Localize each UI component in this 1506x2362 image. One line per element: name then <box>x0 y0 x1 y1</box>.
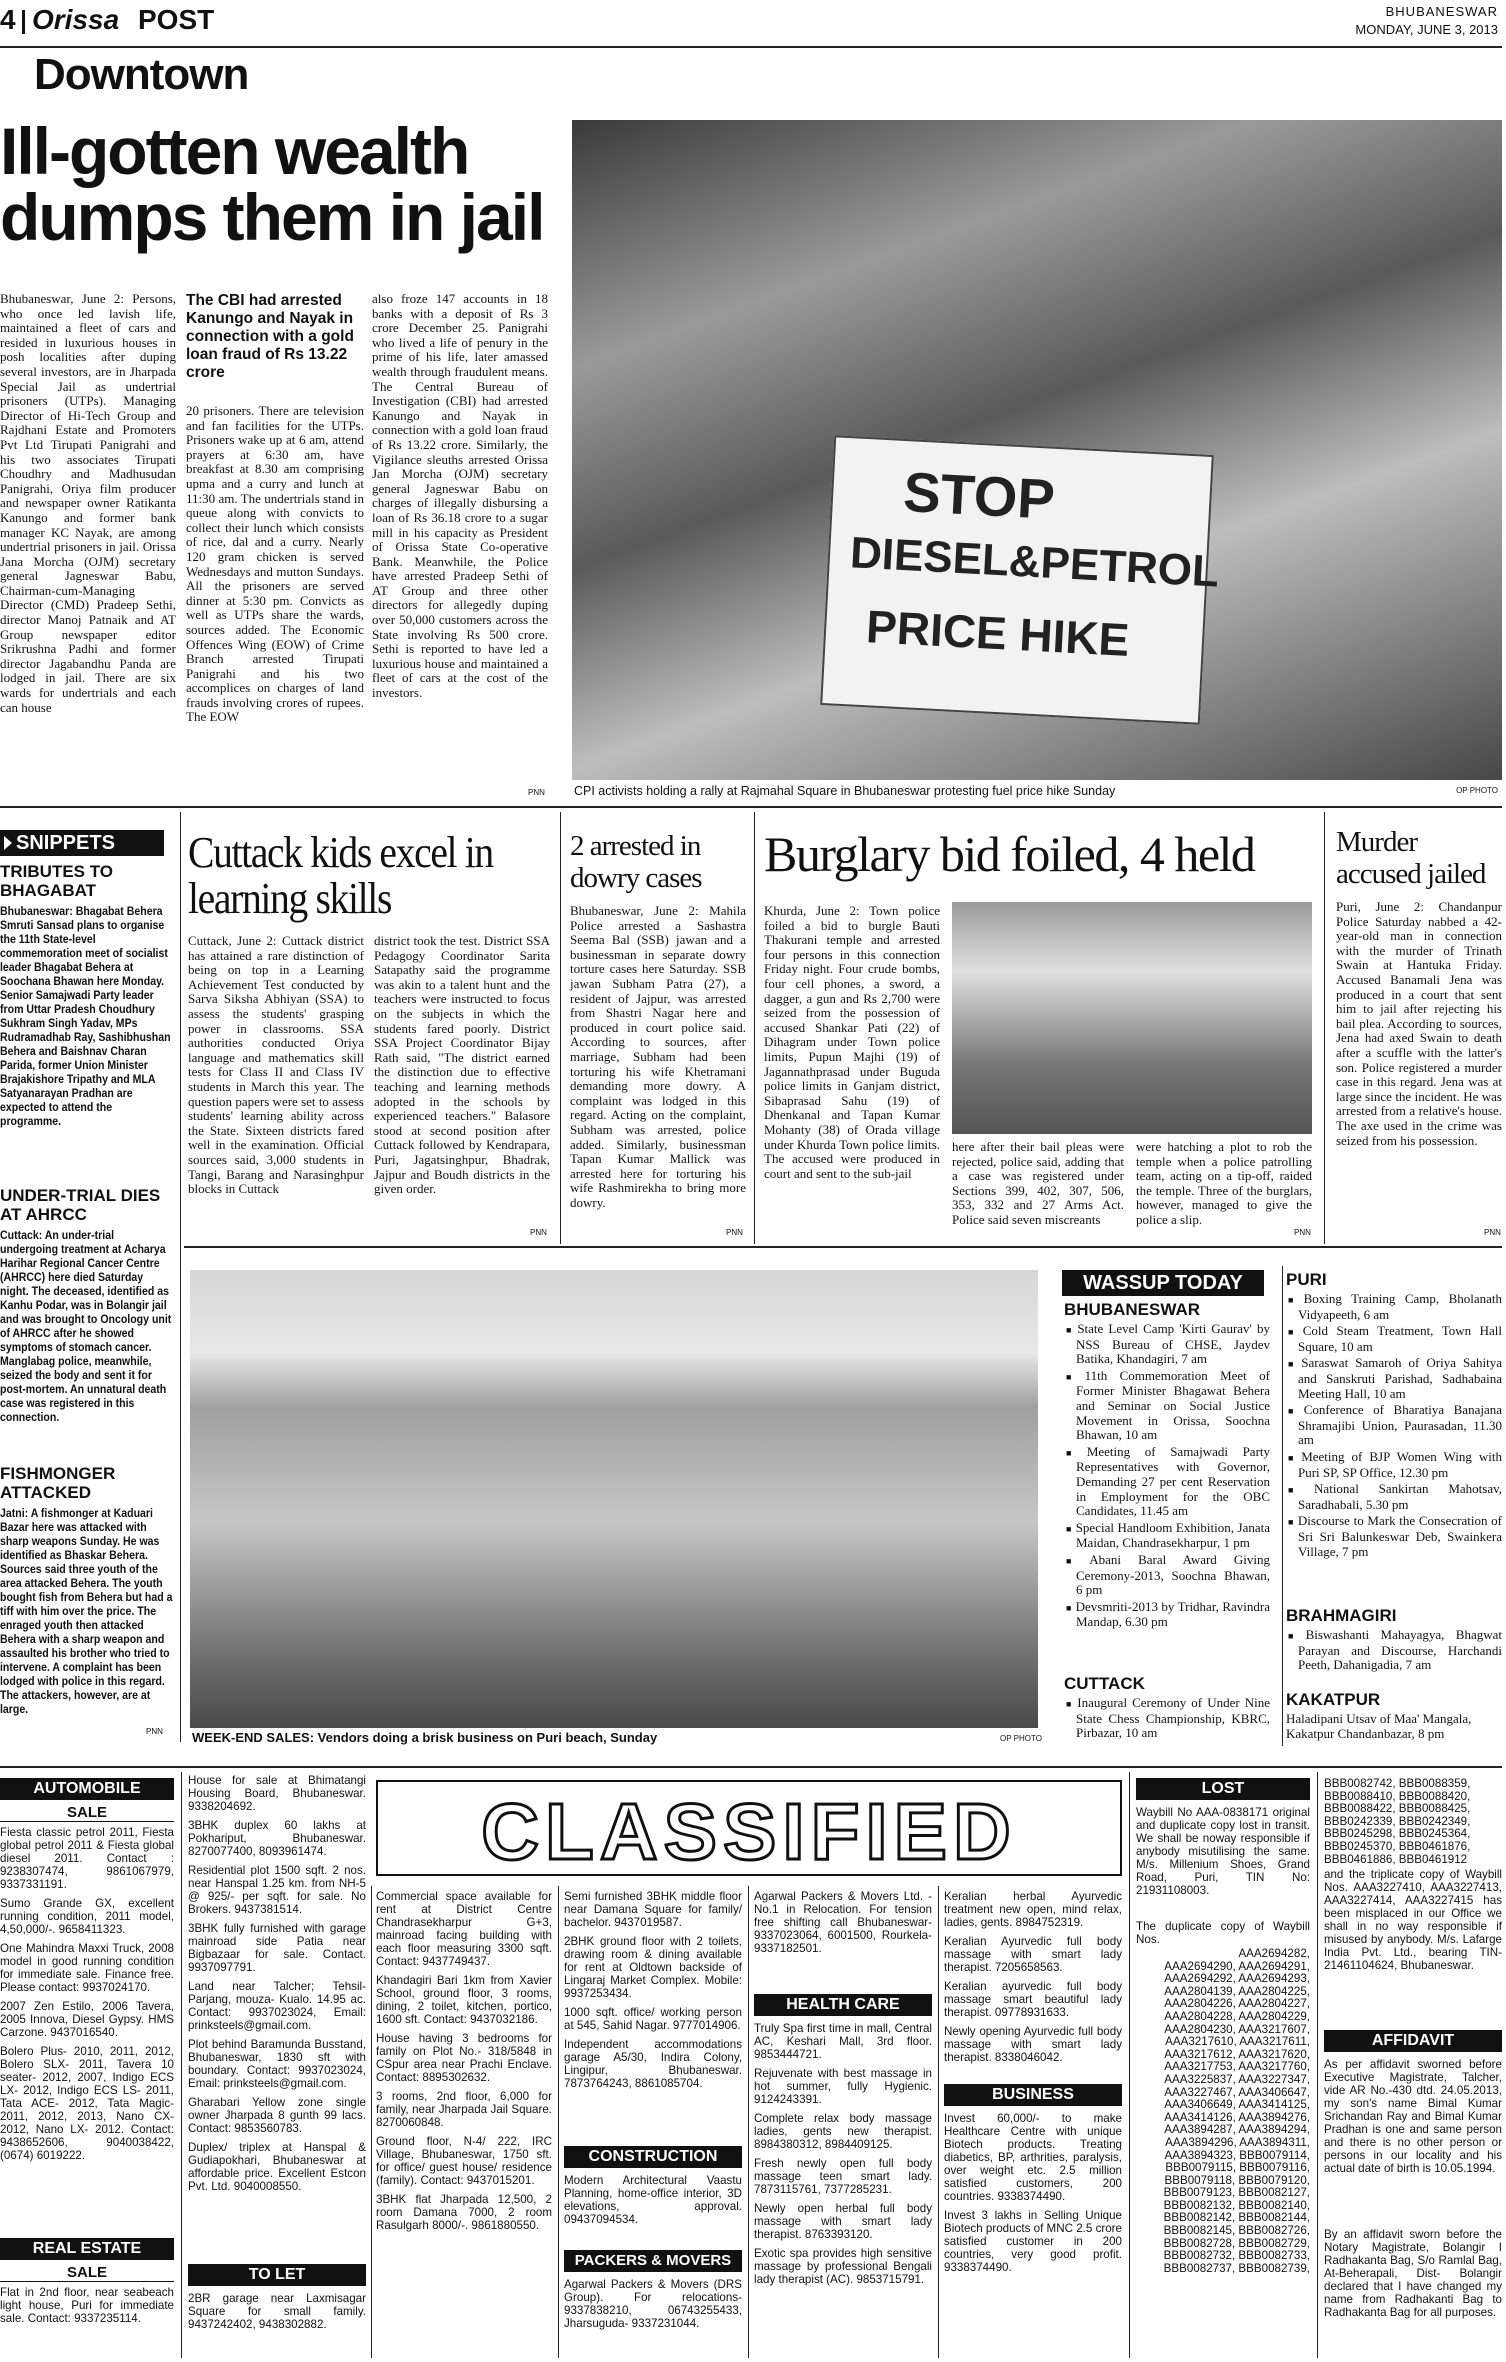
classified-ad: Semi furnished 3BHK middle floor near Damana Square for family/ bachelor. 9437019587. <box>564 1890 742 1929</box>
lost-code: BBB0245298, BBB0245364, <box>1324 1827 1471 1841</box>
burglary-col1: Khurda, June 2: Town police foiled a bid to burgle Bauti Thakurani temple and arrested four persons in this connection Friday night. Four crude bombs, four cell phones, a sword, a dagger, a gun and Rs 2,700 were seized from the possession of accused Shankar Pati (22) of Dihagram under Town police limits, Pupun Majhi (19) of Jagannathprasad under Buguda police limits in Ganjam district, Sibaprasad Sahu (19) of Dhenkanal and Tapan Kumar Mohanty (38) of Orada village under Khurda Town police limits. The accused were produced in court and sent to the sub-jail <box>764 903 940 1181</box>
classified-ad: 2BR garage near Laxmisagar Square for small family. 9437242402, 9438302882. <box>188 2292 366 2331</box>
lost-code: BBB0088410, BBB0088420, <box>1324 1789 1471 1803</box>
rule-cls-7 <box>1317 1772 1318 2358</box>
lost-code: BBB0082142, BBB0082144, <box>1163 2211 1310 2225</box>
wassup-kakatpur-head: KAKATPUR <box>1286 1690 1381 1709</box>
dowry-body: Bhubaneswar, June 2: Mahila Police arrested a Sashastra Seema Bal (SSB) jawan and a businessman in separate dowry torture cases here Saturday. SSB jawan Subham Patra (27), a resident of Jajpur, was arrested from Shastri Nagar here and produced in court police said. According to sources, after marriage, Subham had been torturing his wife Khetramani demanding more dowry. A complaint was lodged in this regard. Acting on the complaint, Subham was arrested, police added. Similarly, businessman Tapan Kumar Mallick was arrested here for torturing his wife Rashmirekha to bring more dowry. <box>570 903 746 1210</box>
cuttack-kids-col2: district took the test. District SSA Pedagogy Coordinator Sarita Satapathy said the programme was akin to a talent hunt and the teachers were instructed to focus on the subjects in which the students fared poorly. District SSA Project Coordinator Bijay Rath said, "The district earned the distinction due to effective teaching and learning methods adopted in the schools by experienced teachers." Balasore stood at second position after Cuttack followed by Kendrapara, Puri, Jagatsinghpur, Bhadrak, Jajpur and Boudh districts in the given order. <box>374 933 550 1197</box>
cuttack-kids-byline: PNN <box>530 1228 547 1237</box>
classified-ad: House having 3 bedrooms for family on Plot No.- 318/5848 in CSpur area near Prachi Enclave. Contact: 8895302632. <box>376 2032 552 2084</box>
packers-list <box>564 2278 742 2358</box>
snippets-title: SNIPPETS <box>16 832 115 854</box>
lost-tail: and the triplicate copy of Waybill Nos. AAA3227410, AAA3227413, AAA3227414, AAA3227415 has been misplaced in our Office we shall in no way responsible if misused by anybody. M/s. Lafarge India Pvt. Ltd., bearing TIN- 21461104624, Bhubaneswar. <box>1324 1868 1502 1972</box>
lost-code: AAA3414126, AAA3894276, <box>1164 2110 1310 2124</box>
classified-ad: Sumo Grande GX, excellent running condition, 2011 model, 4,50,000/-. 9658411323. <box>0 1897 174 1936</box>
classified-ad: Keralian Ayurvedic full body massage with smart lady therapist. 7205658563. <box>944 1935 1122 1974</box>
wassup-kakatpur-text: Haladipani Utsav of Maa' Mangala, Kakatpur Chandanbazar, 8 pm <box>1286 1711 1472 1741</box>
lost-code: BBB0082742, BBB0088359, <box>1324 1777 1471 1790</box>
lead-col1: Bhubaneswar, June 2: Persons, who once led lavish life, maintained a fleet of cars and resided in luxurious houses in posh localities after duping several investors, are in Jharpada Special Jail as undertrial prisoners (UTPs). Managing Director of Hi-Tech Group and Rajdhani Estate and Promoters Pvt Ltd Tirupati Panigrahi and his two associates Tirupati Choudhry and Madhusudan Panigrahi, Oriya film producer and newspaper owner Ratikanta Kanungo and former bank manager KC Nayak, are among undertrial prisoners in jail. Orissa Jana Morcha (OJM) secretary general Jagneswar Babu, Chairman-cum-Managing Director (CMD) Pradeep Sethi, director Manoj Patnaik and AT Group newspaper editor Srikrushna Padhi and former director Jagabandhu Panda are lodged in jail. There are six wards for undertrials and each can house <box>0 291 176 715</box>
wassup-item: ■ Abani Baral Award Giving Ceremony-2013, Soochna Bhawan, 6 pm <box>1062 1553 1270 1598</box>
lost-code: AAA3894296, AAA3894311, <box>1165 2135 1310 2149</box>
lead-byline: PNN <box>528 788 545 797</box>
lost-code: AAA3894323, BBB0079114, <box>1164 2148 1310 2162</box>
wassup-item: ■ State Level Camp 'Kirti Gaurav' by NSS Bureau of CHSE, Jaydev Batika, Khandagiri, 7 am <box>1062 1322 1270 1367</box>
rule-cuttack <box>560 812 561 1244</box>
wassup-item: ■ Saraswat Samaroh of Oriya Sahitya and Sanskruti Parishad, Sadhabaina Meeting Hall, 10 am <box>1284 1356 1502 1401</box>
wassup-item: ■ Inaugural Ceremony of Under Nine State Chess Championship, KBRC, Pirbazar, 10 am <box>1062 1696 1270 1741</box>
photo-main-caption: CPI activists holding a rally at Rajmahal Square in Bhubaneswar protesting fuel price hike Sunday <box>574 784 1116 798</box>
affidavit-header: AFFIDAVIT <box>1324 2030 1502 2052</box>
wassup-item: ■ Meeting of BJP Women Wing with Puri SP, SP Office, 12.30 pm <box>1284 1450 1502 1480</box>
lost-dup-label: The duplicate copy of Waybill Nos. <box>1136 1920 1310 1946</box>
packers-header: PACKERS & MOVERS <box>564 2250 742 2272</box>
classified-ad: Keralian ayurvedic full body massage smart beautiful lady therapist. 09778931633. <box>944 1980 1122 2019</box>
construction-header: CONSTRUCTION <box>564 2146 742 2168</box>
affidavit-2: By an affidavit sworn before the Notary Magistrate, Bolangir I Radhakanta Bag, S/o Ramlal Bag, At-Beherapali, Dist- Bolangir declared that I have changed my name from Radhakanti Bag to Radhakanta Bag for all purposes. <box>1324 2228 1502 2319</box>
classified-ad: Invest 3 lakhs in Selling Unique Biotech products of MNC 2.5 crore satisfied customer in 200 countries, very good profit. 9338374490. <box>944 2209 1122 2274</box>
lost-code: BBB0242339, BBB0242349, <box>1324 1814 1471 1828</box>
paper-name: Orissa <box>32 4 120 35</box>
lost-code: AAA2694290, AAA2694291, <box>1164 1959 1310 1973</box>
wassup-cuttack-list <box>1062 1696 1270 1743</box>
rule-cls-3 <box>558 1886 559 2358</box>
classified-ad: Residential plot 1500 sqft. 2 nos. near Hanspal 1.25 km. from NH-5 @ 925/- per sqft. for sale. No Brokers. 9437381514. <box>188 1864 366 1916</box>
classified-col5 <box>754 1890 932 1961</box>
lead-col2: 20 prisoners. There are television and fan facilities for the UTPs. Prisoners wake up at 6 am, attend prayers at 6:30 am, have breakfast at 8.30 am comprising upma and a curry and lunch at 11:30 am. The undertrials stand in queue along with convicts to collect their lunch which consists of rice, dal and a curry. Nearly 120 gram chicken is served Wednesdays and mutton Sundays. All the prisoners are served dinner at 5:30 pm. Convicts as well as UTPs share the wards, sources added. The Economic Offences Wing (EOW) of Crime Branch arrested Tirupati Panigrahi and his two accomplices on charges of land frauds involving crores of rupees. The EOW <box>186 403 364 725</box>
rule-wassup <box>1282 1266 1283 1746</box>
classified-ad: Agarwal Packers & Movers (DRS Group). For relocations- 9337838210, 06743255433, Jharsuguda- 9337231044. <box>564 2278 742 2330</box>
automobile-header: AUTOMOBILE <box>0 1778 174 1800</box>
lost-code: AAA3225837, AAA3227347, <box>1164 2072 1310 2086</box>
wassup-bhubaneswar-head: BHUBANESWAR <box>1064 1300 1200 1319</box>
business-list <box>944 2112 1122 2358</box>
lead-headline: Ill-gotten wealth dumps them in jail <box>0 114 544 254</box>
business-header: BUSINESS <box>944 2084 1122 2106</box>
lead-col3: also froze 147 accounts in 18 banks with a deposit of Rs 3 crore December 25. Panigrahi who lived a life of penury in the prime of his life, later amassed wealth through fraudulent means. The Central Bureau of Investigation (CBI) had arrested Kanungo and Nayak in connection with a gold loan fraud of Rs 13.22 crore. Similarly, the Vigilance sleuths arrested Orissa Jan Morcha (OJM) secretary general Jagneswar Babu on charges of illegally disbursing a loan of Rs 36.18 crore to a sugar mill in his capacity as President of Orissa State Co-operative Bank. Meanwhile, the Police have arrested Pradeep Sethi of AT Group and three other directors for allegedly duping over 50,000 customers across the State involving Rs 500 crore. Sethi is reported to have led a luxurious house and maintained a fleet of cars at the cost of the investors. <box>372 291 548 701</box>
classified-ad: Gharabari Yellow zone single owner Jharpada 8 gunth 99 lacs. Contact: 9853560783. <box>188 2096 366 2135</box>
rule-cls-2 <box>371 1886 372 2358</box>
photo-puri-beach <box>190 1270 1038 1728</box>
photo-cpi-rally <box>572 120 1502 780</box>
rule-snippets <box>180 812 181 1742</box>
classified-ad: Invest 60,000/- to make Healthcare Centre with unique Biotech products. Treating diabetics, BP, arthrities, paralysis, over weight etc. 2.5 million satisfied customers, 200 countries. 9338374490. <box>944 2112 1122 2203</box>
lost-header: LOST <box>1136 1778 1310 1800</box>
page-title: Downtown <box>34 50 249 99</box>
lost-code: AAA3217610, AAA3217611, <box>1165 2035 1310 2049</box>
snippet-3-head: FISHMONGER ATTACKED <box>0 1464 116 1502</box>
classified-ad: House for sale at Bhimatangi Housing Board, Bhubaneswar. 9338204692. <box>188 1774 366 1813</box>
classified-ad: Khandagiri Bari 1km from Xavier School, ground floor, 3 rooms, dining, 2 toilet, kitchen, portico, 1600 sft. Contact: 9437032186. <box>376 1974 552 2026</box>
photo-beach-caption: WEEK-END SALES: Vendors doing a brisk business on Puri beach, Sunday <box>192 1730 658 1745</box>
classified-banner <box>376 1780 1122 1876</box>
lost-code: BBB0079118, BBB0079120, <box>1164 2173 1310 2187</box>
wassup-item: ■ Special Handloom Exhibition, Janata Maidan, Chandrasekharpur, 1 pm <box>1062 1521 1270 1551</box>
wassup-item: ■ Cold Steam Treatment, Town Hall Square, 10 am <box>1284 1324 1502 1354</box>
tolet-list <box>188 2292 366 2358</box>
lost-code: AAA3217612, AAA3217620, <box>1164 2047 1310 2061</box>
classified-col4 <box>564 1890 742 2090</box>
classified-ad: Exotic spa provides high sensitive massage by professional Bengali lady therapist (AC). 9853715791. <box>754 2247 932 2286</box>
lost-code: AAA3894287, AAA3894294, <box>1164 2123 1310 2137</box>
health-list <box>754 2022 932 2358</box>
placard-line-1: STOP <box>901 459 1057 531</box>
classified-ad: Land near Talcher; Tehsil- Parjang, mouza- Kualo. 14.95 ac. Contact: 9937023024, Email: prinksteels@gmail.com. <box>188 1980 366 2032</box>
classified-ad: Complete relax body massage ladies, gents new therapist. 8984380312, 8984409125. <box>754 2112 932 2151</box>
wassup-item: ■ Discourse to Mark the Consecration of Sri Sri Balunkeswar Deb, Swainkera Village, 7 pm <box>1284 1514 1502 1559</box>
rule-cls-4 <box>748 1886 749 2358</box>
classified-ad: Commercial space available for rent at District Centre Chandrasekharpur G+3, mainroad facing building with each floor measuring 3300 sqft. Contact: 9437749437. <box>376 1890 552 1968</box>
photo-main-credit: OP PHOTO <box>1456 786 1498 795</box>
classified-col3 <box>376 1890 552 2358</box>
classified-ad: Ground floor, N-4/ 222, IRC Village, Bhubaneswar, 1750 sft. for office/ guest house/ residence (family). Contact: 9437015201. <box>376 2135 552 2187</box>
classified-ad: Bolero Plus- 2010, 2011, 2012, Bolero SLX- 2011, Tavera 10 seater- 2012, 2007, Indigo ECS LX- 2012, Indigo ECS LS- 2011, Tata ACE- 2012, Tata Magic- 2011, 2012, 2013, Nano CX- 2012, Nano LX- 2012. Contact: 9438652606, 9040038422, (0674) 6019222. <box>0 2045 174 2162</box>
lost-code: BBB0082728, BBB0082729, <box>1163 2236 1310 2250</box>
rule-below-lead <box>0 806 1502 808</box>
dowry-byline: PNN <box>726 1228 743 1237</box>
classified-ad: 3BHK duplex 60 lakhs at Pokhariput, Bhubaneswar. 8270077400, 8093961474. <box>188 1819 366 1858</box>
rule-cls-1 <box>181 1772 182 2358</box>
realestate-list <box>0 2286 174 2358</box>
lost-code: BBB0079123, BBB0082127, <box>1163 2186 1310 2200</box>
lost-code: AAA3406649, AAA3414125, <box>1164 2098 1310 2112</box>
affidavit-1: As per affidavit sworned before Executive Magistrate, Talcher, vide AR No.-430 dtd. 24.05.2013, my son's name Bimal Kumar Srichandan Ray and Bimal Kumar Pradhan is one and same person and there is no other person or persons in our locality and his actual date of birth is 10.05.1994. <box>1324 2058 1502 2175</box>
realestate-header: REAL ESTATE <box>0 2238 174 2260</box>
burglary-col2: here after their bail pleas were rejected, police said, adding that a case was registered under Sections 399, 402, 307, 506, 353, 332 and 27 Arms Act. Police said seven miscreants <box>952 1139 1124 1227</box>
protest-placard <box>820 435 1221 725</box>
cuttack-kids-headline: Cuttack kids excel in learning skills <box>188 828 493 923</box>
classified-col2 <box>188 1774 366 2214</box>
classified-ad: Truly Spa first time in mall, Central AC, Keshari Mall, 3rd floor. 9853444721. <box>754 2022 932 2061</box>
photo-burglary-accused <box>952 902 1312 1134</box>
lost-codes-a <box>1136 1948 1310 2358</box>
lost-code: BBB0079115, BBB0079116, <box>1165 2161 1310 2175</box>
lost-code: BBB0461886, BBB0461912 <box>1324 1852 1468 1866</box>
lost-code: AAA3217753, AAA3217760, <box>1164 2060 1310 2074</box>
wassup-item: ■ National Sankirtan Mahotsav, Saradhabali, 5.30 pm <box>1284 1482 1502 1512</box>
lost-code: BBB0082145, BBB0082726, <box>1163 2224 1310 2238</box>
masthead-divider <box>22 10 25 34</box>
snippet-1-body: Bhubaneswar: Bhagabat Behera Smruti Sansad plans to organise the 11th State-level commemoration meet of socialist leader Bhagabat Behera at Soochana Bhawan here Monday. Senior Samajwadi Party leader from Uttar Pradesh Choudhury Sukhram Singh Yadav, MPs Rudramadhab Ray, Sashibhushan Behera and Baishnav Charan Parida, former Union Minister Brajakishore Tripathy and MLA Satyanarayan Pradhan are expected to attend the programme. <box>0 904 171 1128</box>
classified-ad: One Mahindra Maxxi Truck, 2008 model in good running condition for immediate sale. Finance free. Please contact: 9937024170. <box>0 1942 174 1994</box>
classified-ad: Agarwal Packers & Movers Ltd. - No.1 in Relocation. For tension free shifting call Bhubaneswar- 9337023064, 6001500, Rourkela-9337182501. <box>754 1890 932 1955</box>
lost-codes-b <box>1324 1778 1502 1866</box>
photo-beach-credit: OP PHOTO <box>1000 1734 1042 1743</box>
page-number: 4 <box>0 4 16 35</box>
dowry-headline: 2 arrested in dowry cases <box>570 830 702 894</box>
snippet-2-body: Cuttack: An under-trial undergoing treatment at Acharya Harihar Regional Cancer Centre (AHRCC) here died Saturday night. The deceased, identified as Kanhu Podar, was in Bolangir jail and was brought to Oncology unit of AHRCC after he showed symptoms of stomach cancer. Manglabag police, meanwhile, seized the body and sent it for post-mortem. An unnatural death case was registered in this connection. <box>0 1228 172 1424</box>
masthead-city: BHUBANESWAR <box>1385 4 1498 19</box>
snippet-1-head: TRIBUTES TO BHAGABAT <box>0 862 114 900</box>
wassup-item: ■ Meeting of Samajwadi Party Representatives with Governor, Demanding 27 per cent Reservation in Employment for the OBC Candidates, 11.45 am <box>1062 1445 1270 1519</box>
classified-ad: Plot behind Baramunda Busstand, Bhubaneswar, 1830 sft with boundary. Contact: 9937023024, Email: prinksteels@gmail.com. <box>188 2038 366 2090</box>
murder-headline: Murder accused jailed <box>1336 826 1486 890</box>
masthead <box>0 0 1502 46</box>
wassup-item: ■ Biswashanti Mahayagya, Bhagwat Parayan and Discourse, Harchandi Peeth, Dahanigadia, 7 am <box>1284 1628 1502 1673</box>
lost-code: AAA2804228, AAA2804229, <box>1164 2009 1310 2023</box>
burglary-headline: Burglary bid foiled, 4 held <box>764 826 1255 882</box>
wassup-item: ■ 11th Commemoration Meet of Former Minister Bhagawat Behera and Seminar on Social Justice Movement in Orissa, Soochna Bhawan, 10 am <box>1062 1369 1270 1443</box>
lost-code: AAA3227467, AAA3406647, <box>1164 2085 1310 2099</box>
wassup-brahmagiri-list <box>1284 1628 1502 1675</box>
placard-line-2: DIESEL&PETROL <box>848 528 1221 597</box>
section-label: POST <box>138 4 215 35</box>
lost-intro: Waybill No AAA-0838171 original and duplicate copy lost in transit. We shall be noway responsible if anybody misutilising the same. M/s. Millenium Shoes, Grand Road, Puri, TIN No: 21931108003. <box>1136 1806 1310 1897</box>
classified-ad: Flat in 2nd floor, near seabeach light house, Puri for immediate sale. Contact: 9337235114. <box>0 2286 174 2325</box>
wassup-item: ■ Boxing Training Camp, Bholanath Vidyapeeth, 6 am <box>1284 1292 1502 1322</box>
lost-code: BBB0245370, BBB0461876, <box>1324 1839 1471 1853</box>
classified-ad: 3 rooms, 2nd floor, 6,000 for family, near Jharpada Jail Square. 8270060848. <box>376 2090 552 2129</box>
murder-body: Puri, June 2: Chandanpur Police Saturday nabbed a 42-year-old man in connection with the murder of Trinath Swain at Hantuka Friday. Accused Banamali Jena was produced in a court that sent him to jail after rejecting his bail plea. According to sources, Jena had axed Swain to death after a scuffle with the latter's son. Police registered a murder case in this regard. Jena was at large since the incident. He was arrested from a relative's house. The axe used in the crime was seized from his possession. <box>1336 899 1502 1148</box>
snippet-2-head: UNDER-TRIAL DIES AT AHRCC <box>0 1186 161 1224</box>
wassup-cuttack-head: CUTTACK <box>1064 1674 1145 1693</box>
masthead-date: MONDAY, JUNE 3, 2013 <box>1355 22 1498 37</box>
classified-ad: Rejuvenate with best massage in hot summer, fully Hygienic. 9124243391. <box>754 2067 932 2106</box>
classified-ad: 1000 sqft. office/ working person at 545, Sahid Nagar. 9777014906. <box>564 2006 742 2032</box>
automobile-list <box>0 1826 174 2238</box>
snippets-column <box>0 812 176 1742</box>
wassup-header: WASSUP TODAY <box>1062 1270 1264 1296</box>
lost-code: AAA2804139, AAA2804225, <box>1164 1984 1310 1998</box>
murder-byline: PNN <box>1484 1228 1501 1237</box>
automobile-sale-head: SALE <box>0 1804 174 1822</box>
classified-ad: Independent accommodations garage A5/30, Indira Colony, Lingipur, Bhubaneswar. 7873764243, 8861085704. <box>564 2038 742 2090</box>
classified-col6 <box>944 1890 1122 2080</box>
lost-code: AAA2694292, AAA2694293, <box>1164 1972 1310 1986</box>
masthead-rule <box>0 46 1502 48</box>
wassup-brahmagiri-head: BRAHMAGIRI <box>1286 1606 1397 1625</box>
snippets-byline: PNN <box>146 1727 163 1736</box>
classified-ad: 3BHK flat Jharpada 12,500, 2 room Damana 7000, 2 room Rasulgarh 8000/-. 9861880550. <box>376 2193 552 2232</box>
tolet-header: TO LET <box>188 2264 366 2286</box>
lost-code: BBB0088422, BBB0088425, <box>1324 1802 1471 1816</box>
wassup-puri-head: PURI <box>1286 1270 1327 1289</box>
lost-code: BBB0082737, BBB0082739, <box>1163 2261 1310 2275</box>
snippet-3-body: Jatni: A fishmonger at Kaduari Bazar here was attacked with sharp weapons Sunday. He was identified as Bhaskar Behera. Sources said three youth of the area attacked Behera. The youth bought fish from Behera but had a tiff with him over the price. The enraged youth then attacked Behera with a sharp weapon and assaulted his brother who tried to intervene. A complaint has been lodged with police in this regard. The attackers, however, are at large. <box>0 1506 173 1716</box>
wassup-item: ■ Conference of Bharatiya Banajana Shramajibi Union, Paurasadan, 11.30 am <box>1284 1403 1502 1448</box>
lead-pullquote: The CBI had arrested Kanungo and Nayak in connection with a gold loan fraud of Rs 13.22 crore <box>186 292 354 381</box>
lost-code: BBB0082132, BBB0082140, <box>1163 2198 1310 2212</box>
classified-ad: Duplex/ triplex at Hanspal & Gudiapokhari, Bhubaneswar at affordable price. Excellent Estcon Pvt. Ltd. 9040008550. <box>188 2141 366 2193</box>
classified-ad: Keralian herbal Ayurvedic treatment new open, mind relax, ladies, gents. 8984752319. <box>944 1890 1122 1929</box>
wassup-item: ■ Devsmriti-2013 by Tridhar, Ravindra Mandap, 6.30 pm <box>1062 1600 1270 1630</box>
classified-banner-text: CLASSIFIED <box>481 1787 1017 1876</box>
rule-cls-6 <box>1129 1772 1130 2358</box>
classified-ad: 3BHK fully furnished with garage mainroad side Patia near Bigbazaar for sale. Contact. 9937097791. <box>188 1922 366 1974</box>
burglary-col3: were hatching a plot to rob the temple when a police patrolling team, acting on a tip-off, raided the temple. Three of the burglars, however, managed to give the police a slip. <box>1136 1139 1312 1227</box>
lost-code: AAA2804230, AAA3217607, <box>1164 2022 1310 2036</box>
rule-classified <box>0 1766 1502 1768</box>
realestate-sale-head: SALE <box>0 2264 174 2282</box>
health-header: HEALTH CARE <box>754 1994 932 2016</box>
placard-line-3: PRICE HIKE <box>865 600 1131 666</box>
classified-ad: Fiesta classic petrol 2011, Fiesta global petrol 2011 & Fiesta global diesel 2011. Contact : 9238307474, 9861067979, 9337331191. <box>0 1826 174 1891</box>
snippets-arrow-icon <box>4 836 12 850</box>
classified-ad: 2007 Zen Estilo, 2006 Tavera, 2005 Innova, Diesel Gypsy. HMS Carzone. 9437016540. <box>0 2000 174 2039</box>
classified-ad: Newly opening Ayurvedic full body massage with smart lady therapist. 8338046042. <box>944 2025 1122 2064</box>
cuttack-kids-col1: Cuttack, June 2: Cuttack district has attained a rare distinction of being on top in a Learning Achievement Test conducted by Sarva Siksha Abhiyan (SSA) to assess the students' grasping power in classrooms. SSA authorities conducted Oriya language and mathematics skill tests for Class II and Class IV students in March this year. The question papers were set to assess students' learning ability across the State. Sixteen districts fared well in the examination. Official sources said, 3,000 students in Tangi, Barang and Narasinghpur blocks in Cuttack <box>188 933 364 1197</box>
wassup-puri-list <box>1284 1292 1502 1572</box>
lost-code: AAA2804226, AAA2804227, <box>1164 1997 1310 2011</box>
construction-list <box>564 2174 742 2232</box>
rule-burglary <box>1324 812 1325 1244</box>
classified-ad: 2BHK ground floor with 2 toilets, drawing room & dining available for rent at Oldtown backside of Lingaraj Market Complex. Mobile: 9937253434. <box>564 1935 742 2000</box>
wassup-bhubaneswar-list <box>1062 1321 1271 1630</box>
rule-cls-5 <box>938 1886 939 2358</box>
rule-dowry <box>754 812 755 1244</box>
burglary-byline: PNN <box>1294 1228 1311 1237</box>
classified-ad: Modern Architectural Vaastu Planning, home-office interior, 3D elevations, approval. 09437094534. <box>564 2174 742 2226</box>
lost-code: BBB0082732, BBB0082733, <box>1163 2249 1310 2263</box>
classified-ad: Newly open herbal full body massage with smart lady therapist. 8763393120. <box>754 2202 932 2241</box>
classified-ad: Fresh newly open full body massage teen smart lady. 7873115761, 7377285231. <box>754 2157 932 2196</box>
snippets-header <box>0 830 164 856</box>
rule-mid <box>184 1246 1502 1248</box>
lost-code: AAA2694282, <box>1238 1947 1310 1960</box>
